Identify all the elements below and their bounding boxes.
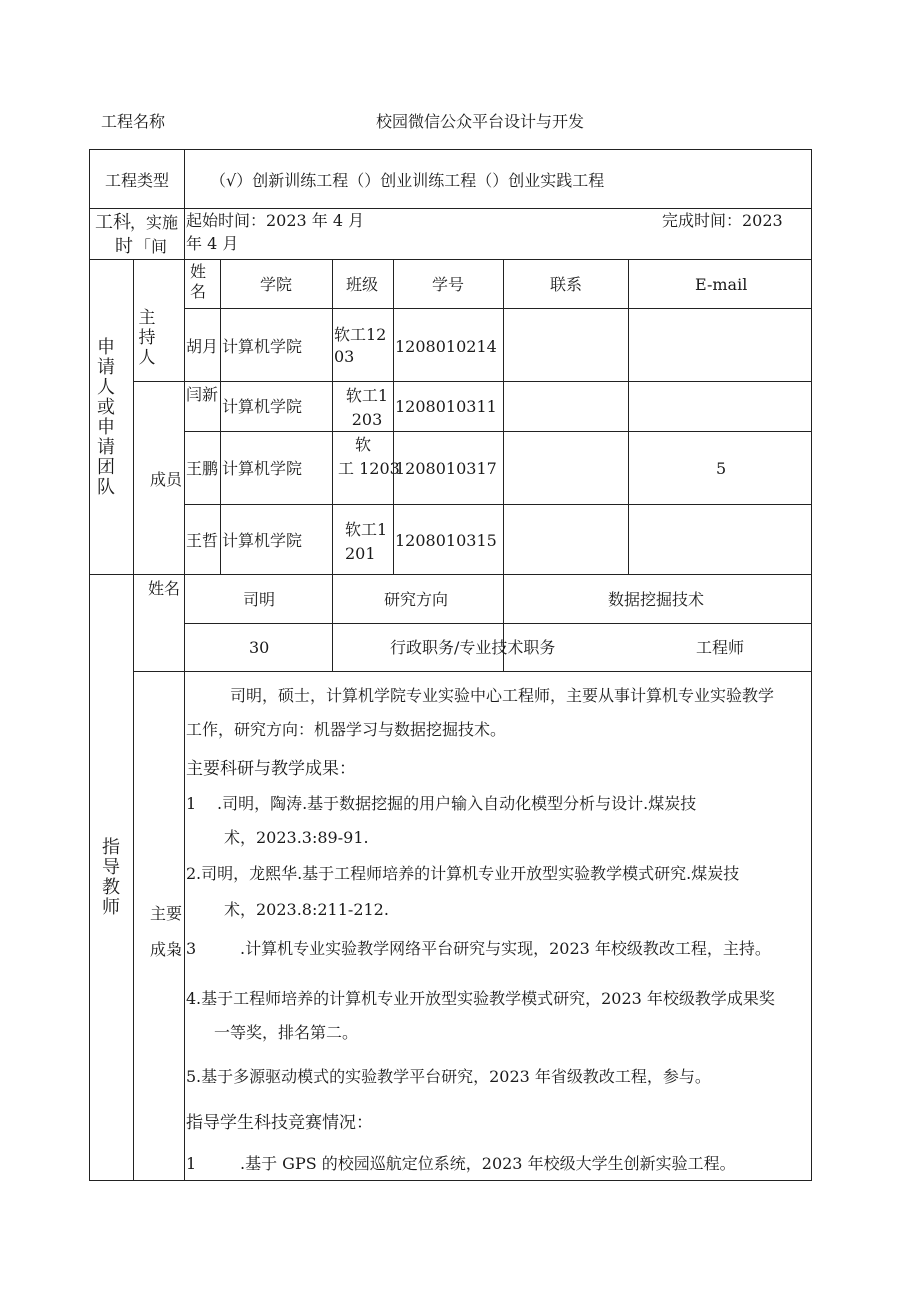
member-2-class-b: 工 1203 bbox=[338, 459, 400, 478]
achievement-2-line-2: 术，2023.8:211-212. bbox=[224, 900, 389, 919]
achievements-title: 主要科研与教学成果： bbox=[186, 759, 356, 779]
advisor-section-label: 指导教师 bbox=[102, 837, 120, 918]
header-student-id: 学号 bbox=[432, 275, 465, 294]
competition-1-num: 1 bbox=[186, 1154, 197, 1173]
advisor-bio-line-1: 司明，硕士，计算机学院专业实验中心工程师，主要从事计算机专业实验教学 bbox=[230, 686, 775, 705]
host-college: 计算机学院 bbox=[222, 337, 303, 356]
project-type-options: （√）创新训练工程（）创业训练工程（）创业实践工程 bbox=[210, 171, 605, 190]
advisor-direction-label: 研究方向 bbox=[384, 590, 449, 609]
period-label-part-a: 工科 bbox=[95, 212, 131, 233]
achievement-4-line-2: 一等奖，排名第二。 bbox=[214, 1023, 359, 1042]
host-student-id: 1208010214 bbox=[395, 337, 497, 356]
period-label-part-c: 时 bbox=[115, 236, 133, 257]
member-1-college: 计算机学院 bbox=[222, 397, 303, 416]
member-label: 成员 bbox=[150, 470, 183, 489]
applicants-section-label: 申请人或申请团队 bbox=[97, 337, 115, 498]
member-2-name: 王鹏 bbox=[186, 459, 219, 478]
achievement-3-line-1: .计算机专业实验教学网络平台研究与实现，2023 年校级教改工程，主持。 bbox=[240, 939, 771, 958]
achievement-2-line-1: .司明，龙熙华.基于工程师培养的计算机专业开放型实验教学模式研究.煤炭技 bbox=[196, 864, 740, 883]
advisor-age: 30 bbox=[249, 638, 270, 657]
achievement-1-line-1: .司明，陶涛.基于数据挖掘的用户输入自动化模型分析与设计.煤炭技 bbox=[217, 794, 697, 813]
competition-1-line-1: .基于 GPS 的校园巡航定位系统，2023 年校级大学生创新实验工程。 bbox=[240, 1154, 736, 1173]
member-1-class: 软工1203 bbox=[345, 386, 389, 429]
competition-title: 指导学生科技竞赛情况： bbox=[186, 1113, 373, 1133]
member-3-class: 软工1201 bbox=[345, 520, 388, 563]
advisor-bio-line-2: 工作，研究方向：机器学习与数据挖掘技术。 bbox=[186, 720, 507, 739]
member-2-student-id: 1208010317 bbox=[395, 459, 497, 478]
header-email: E-mail bbox=[695, 275, 748, 294]
results-label-b: 成枭 bbox=[150, 940, 183, 959]
member-3-student-id: 1208010315 bbox=[395, 531, 497, 550]
advisor-name: 司明 bbox=[243, 590, 276, 609]
member-2-class-a: 软 bbox=[355, 435, 372, 454]
project-name-label: 工程名称 bbox=[101, 112, 166, 131]
member-1-name: 闫新 bbox=[186, 385, 219, 404]
advisor-name-label: 姓名 bbox=[148, 579, 181, 598]
advisor-title-label: 行政职务/专业技术职务 bbox=[390, 638, 556, 657]
start-time: 起始时间：2023 年 4 月 bbox=[186, 211, 365, 230]
advisor-title: 工程师 bbox=[696, 638, 745, 657]
advisor-direction: 数据挖掘技术 bbox=[608, 590, 705, 609]
achievement-1-line-2: 术，2023.3:89-91. bbox=[224, 828, 369, 847]
member-2-email: 5 bbox=[716, 459, 727, 478]
achievement-5-line-1: .基于多源驱动模式的实验教学平台研究，2023 年省级教改工程，参与。 bbox=[196, 1067, 711, 1086]
achievement-2-num: 2 bbox=[186, 864, 197, 883]
member-1-student-id: 1208010311 bbox=[395, 397, 497, 416]
host-name: 胡月 bbox=[186, 337, 219, 356]
achievement-5-num: 5 bbox=[186, 1067, 197, 1086]
period-label-part-b: ，实施 bbox=[130, 213, 179, 232]
period-label-part-d: 「间 bbox=[135, 237, 168, 256]
project-name: 校园微信公众平台设计与开发 bbox=[376, 112, 585, 131]
member-3-college: 计算机学院 bbox=[222, 531, 303, 550]
achievement-4-num: 4 bbox=[186, 989, 197, 1008]
achievement-3-num: 3 bbox=[186, 939, 197, 958]
project-type-label: 工程类型 bbox=[105, 171, 170, 190]
host-class: 软工1203 bbox=[334, 325, 387, 366]
header-class: 班级 bbox=[346, 275, 379, 294]
header-contact: 联系 bbox=[550, 275, 583, 294]
results-label-a: 主要 bbox=[150, 904, 183, 923]
achievement-1-num: 1 bbox=[186, 794, 197, 813]
achievement-4-line-1: .基于工程师培养的计算机专业开放型实验教学模式研究，2023 年校级教学成果奖 bbox=[196, 989, 775, 1008]
header-name: 姓名 bbox=[189, 262, 206, 301]
end-time: 完成时间：2023 bbox=[662, 211, 783, 230]
member-2-college: 计算机学院 bbox=[222, 459, 303, 478]
end-time-continued: 年 4 月 bbox=[186, 234, 239, 253]
host-label: 主持人 bbox=[138, 308, 156, 368]
header-college: 学院 bbox=[260, 275, 293, 294]
member-3-name: 王哲 bbox=[186, 531, 219, 550]
